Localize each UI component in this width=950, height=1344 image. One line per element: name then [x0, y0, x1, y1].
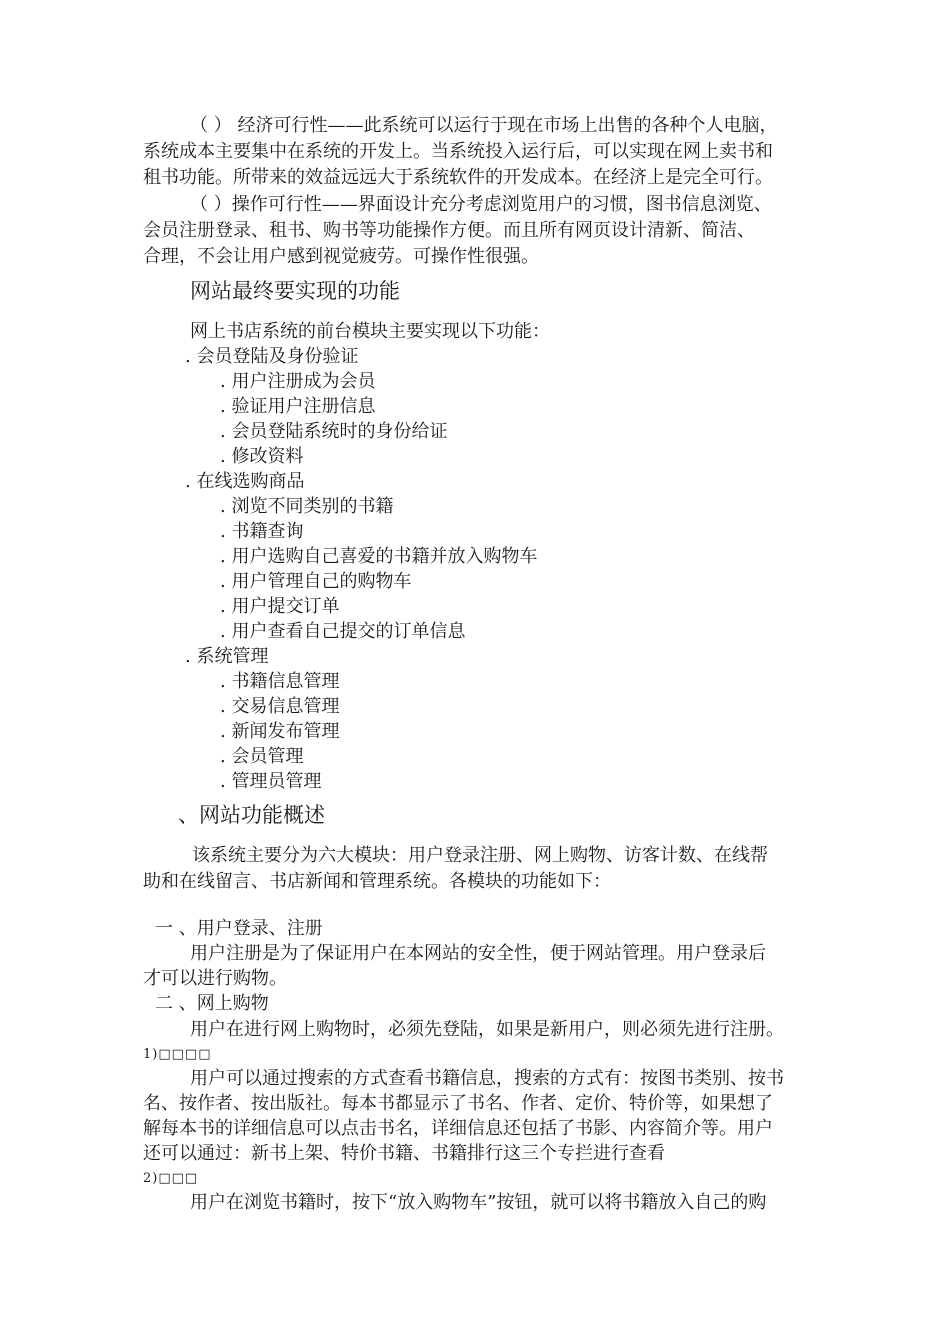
list-item: . 用户管理自己的购物车 — [220, 571, 412, 592]
module2-sub1-label: 1)□□□□ — [143, 1047, 212, 1062]
module2-sub2-label: 2)□□□ — [143, 1171, 199, 1186]
module2-sub2-text: 用户在浏览书籍时，按下“放入购物车”按钮，就可以将书籍放入自己的购 — [190, 1192, 767, 1213]
list-item: . 交易信息管理 — [220, 696, 340, 717]
list-item: . 用户查看自己提交的订单信息 — [220, 621, 466, 642]
list-item: . 验证用户注册信息 — [220, 396, 376, 417]
list-item: . 浏览不同类别的书籍 — [220, 496, 394, 517]
group-label-online-shopping: . 在线选购商品 — [185, 471, 305, 492]
list-item: . 书籍信息管理 — [220, 671, 340, 692]
module2-text: 用户在进行网上购物时，必须先登陆，如果是新用户，则必须先进行注册。 — [190, 1019, 784, 1040]
module1-text-line-2: 才可以进行购物。 — [143, 968, 287, 989]
section-heading-overview: 、网站功能概述 — [178, 803, 325, 827]
module-heading-online-shopping: 二 、网上购物 — [155, 993, 269, 1014]
list-item: . 用户提交订单 — [220, 596, 340, 617]
list-item: . 会员登陆系统时的身份给证 — [220, 421, 448, 442]
group-label-member-login: . 会员登陆及身份验证 — [185, 346, 359, 367]
overview-intro-line-2: 助和在线留言、书店新闻和管理系统。各模块的功能如下： — [143, 871, 611, 892]
operational-feasibility-line-2: 会员注册登录、租书、购书等功能操作方便。而且所有网页设计清新、简洁、 — [143, 220, 755, 241]
module2-sub1-text-line-3: 解每本书的详细信息可以点击书名，详细信息还包括了书影、内容简介等。用户 — [143, 1118, 773, 1139]
operational-feasibility-line-1: （ ）操作可行性——界面设计充分考虑浏览用户的习惯，图书信息浏览、 — [190, 194, 772, 215]
module2-sub1-text-line-2: 名、按作者、按出版社。每本书都显示了书名、作者、定价、特价等，如果想了 — [143, 1093, 773, 1114]
list-item: . 新闻发布管理 — [220, 721, 340, 742]
section-heading-final-functions: 网站最终要实现的功能 — [190, 279, 400, 303]
list-item: . 用户选购自己喜爱的书籍并放入购物车 — [220, 546, 538, 567]
group-label-system-management: . 系统管理 — [185, 646, 269, 667]
final-functions-intro: 网上书店系统的前台模块主要实现以下功能： — [190, 321, 550, 342]
list-item: . 管理员管理 — [220, 771, 322, 792]
overview-intro-line-1: 该系统主要分为六大模块：用户登录注册、网上购物、访客计数、在线帮 — [192, 845, 768, 866]
list-item: . 书籍查询 — [220, 521, 304, 542]
module-heading-login-register: 一 、用户登录、注册 — [155, 918, 323, 939]
economic-feasibility-line-2: 系统成本主要集中在系统的开发上。当系统投入运行后，可以实现在网上卖书和 — [143, 141, 773, 162]
list-item: . 会员管理 — [220, 746, 304, 767]
list-item: . 修改资料 — [220, 446, 304, 467]
module2-sub1-text-line-1: 用户可以通过搜索的方式查看书籍信息，搜索的方式有：按图书类别、按书 — [190, 1068, 784, 1089]
module2-sub1-text-line-4: 还可以通过：新书上架、特价书籍、书籍排行这三个专拦进行查看 — [143, 1143, 665, 1164]
operational-feasibility-line-3: 合理，不会让用户感到视觉疲劳。可操作性很强。 — [143, 246, 539, 267]
economic-feasibility-line-3: 租书功能。所带来的效益远远大于系统软件的开发成本。在经济上是完全可行。 — [143, 167, 773, 188]
module1-text-line-1: 用户注册是为了保证用户在本网站的安全性，便于网站管理。用户登录后 — [190, 943, 766, 964]
economic-feasibility-line-1: （ ） 经济可行性——此系统可以运行于现在市场上出售的各种个人电脑， — [190, 115, 778, 136]
list-item: . 用户注册成为会员 — [220, 371, 376, 392]
